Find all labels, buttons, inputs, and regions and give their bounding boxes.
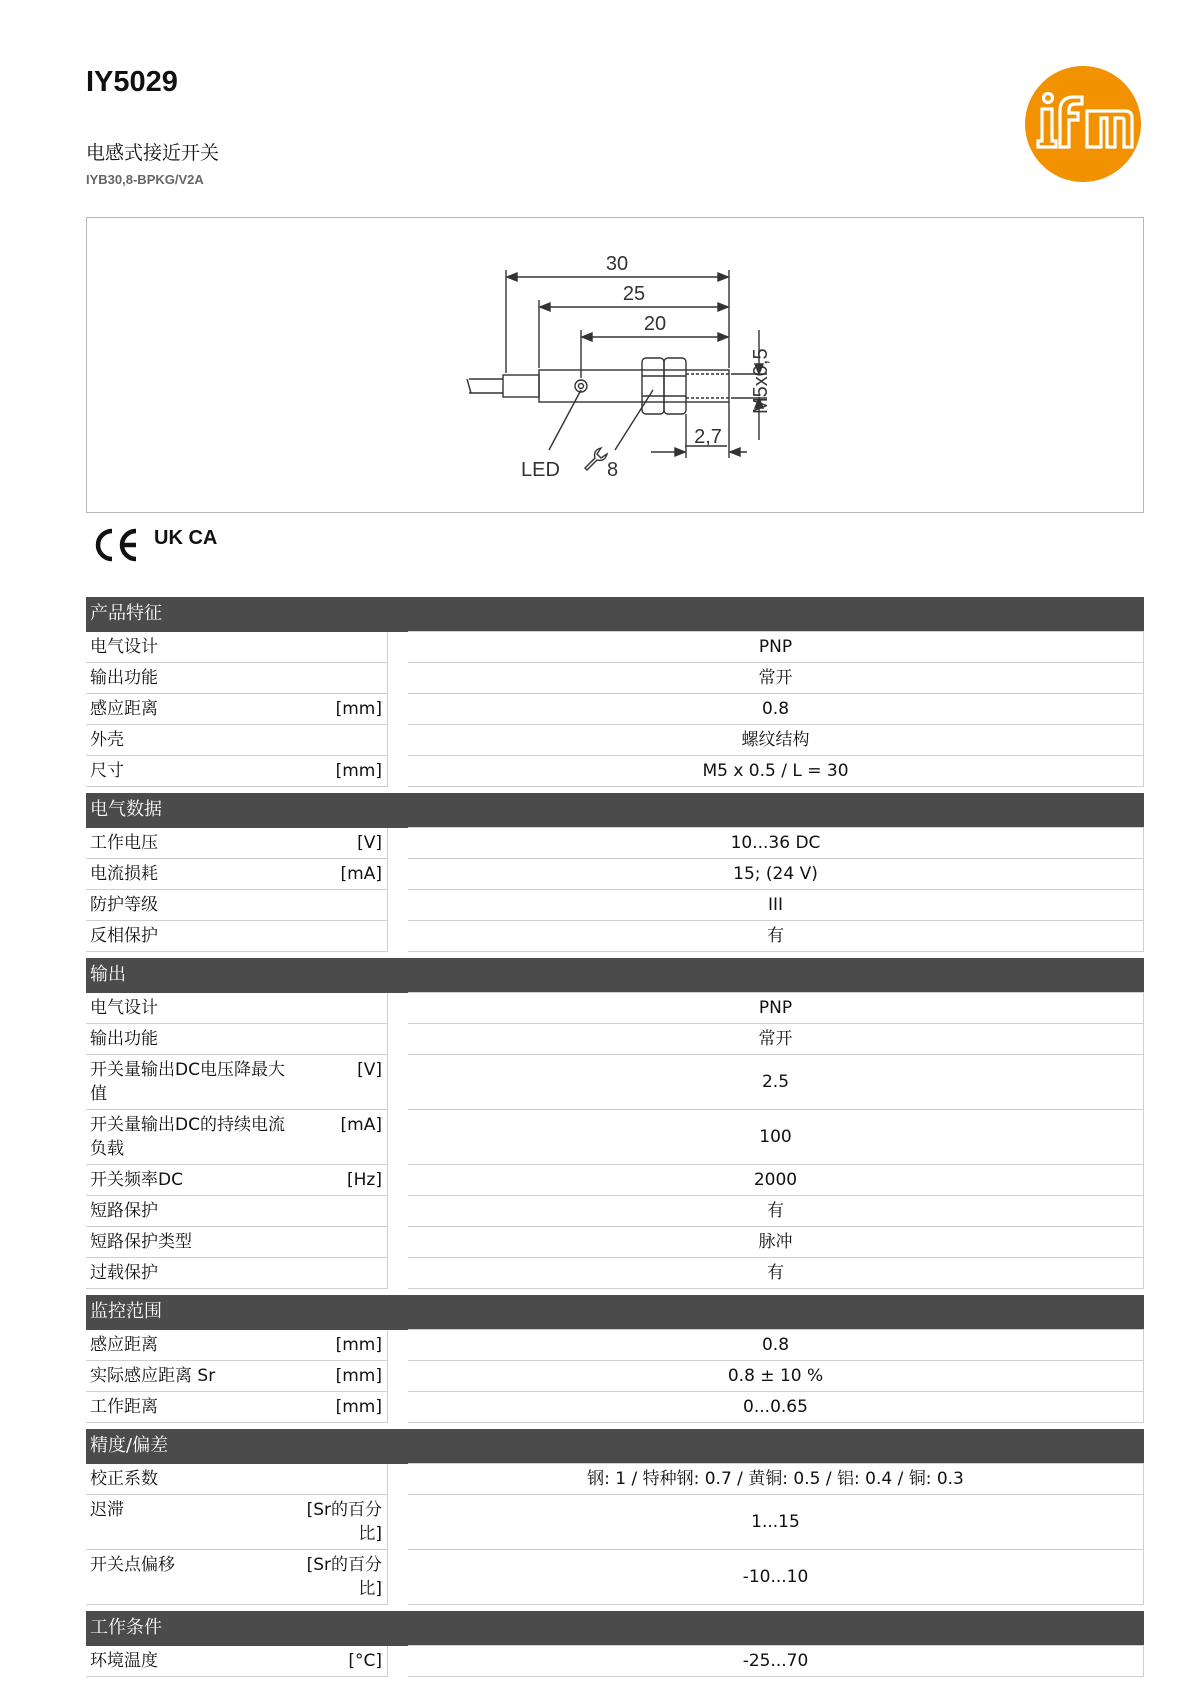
spec-unit bbox=[298, 1227, 388, 1258]
spec-row bbox=[86, 1330, 1144, 1361]
spec-row bbox=[86, 1392, 1144, 1423]
spec-value: 有 bbox=[408, 921, 1144, 952]
spec-row bbox=[86, 1258, 1144, 1289]
spec-label: 开关量输出DC的持续电流负载 bbox=[86, 1110, 298, 1165]
spec-value: -10...10 bbox=[408, 1550, 1144, 1605]
spacer bbox=[388, 1495, 409, 1550]
spec-unit: [mm] bbox=[298, 1361, 388, 1392]
spacer bbox=[388, 859, 409, 890]
ce-text: CE bbox=[90, 522, 92, 523]
spec-unit: [mm] bbox=[298, 1330, 388, 1361]
spacer bbox=[388, 1330, 409, 1361]
spec-unit bbox=[298, 1196, 388, 1227]
spec-label: 实际感应距离 Sr bbox=[86, 1361, 298, 1392]
spec-unit: [Hz] bbox=[298, 1165, 388, 1196]
spec-row bbox=[86, 828, 1144, 859]
spacer bbox=[388, 725, 409, 756]
spacer bbox=[388, 1227, 409, 1258]
spec-label: 校正系数 bbox=[86, 1464, 298, 1495]
spec-value: 钢: 1 / 特种钢: 0.7 / 黄铜: 0.5 / 铝: 0.4 / 铜: 0.3 bbox=[408, 1464, 1144, 1495]
spec-value: M5 x 0.5 / L = 30 bbox=[408, 756, 1144, 787]
spec-label: 电流损耗 bbox=[86, 859, 298, 890]
spec-row bbox=[86, 1024, 1144, 1055]
dim-thread: M5x0,5 bbox=[750, 348, 772, 414]
spec-label: 工作电压 bbox=[86, 828, 298, 859]
spacer bbox=[388, 1646, 409, 1677]
spec-label: 短路保护类型 bbox=[86, 1227, 298, 1258]
spec-unit: [mm] bbox=[298, 1392, 388, 1423]
spec-label: 电气设计 bbox=[86, 632, 298, 663]
spec-value: 常开 bbox=[408, 663, 1144, 694]
section-header: 监控范围 bbox=[86, 1295, 1144, 1330]
spacer bbox=[388, 663, 409, 694]
spec-label: 输出功能 bbox=[86, 1024, 298, 1055]
spec-label: 环境温度 bbox=[86, 1646, 298, 1677]
spec-row bbox=[86, 756, 1144, 787]
spacer bbox=[388, 1361, 409, 1392]
spec-unit bbox=[298, 1464, 388, 1495]
wrench-size: 8 bbox=[607, 459, 619, 481]
spec-value: 0.8 bbox=[408, 1330, 1144, 1361]
spec-label: 外壳 bbox=[86, 725, 298, 756]
spec-label: 电气设计 bbox=[86, 993, 298, 1024]
spec-unit bbox=[298, 1258, 388, 1289]
dim-2-7: 2,7 bbox=[694, 426, 722, 448]
section-header: 输出 bbox=[86, 958, 1144, 993]
spacer bbox=[388, 890, 409, 921]
spec-value: III bbox=[408, 890, 1144, 921]
spacer bbox=[388, 1550, 409, 1605]
spec-row bbox=[86, 1550, 1144, 1605]
ukca-mark-icon bbox=[154, 527, 217, 549]
logo-text: ifm bbox=[1082, 177, 1084, 178]
spec-row bbox=[86, 1361, 1144, 1392]
spec-unit: [mm] bbox=[298, 756, 388, 787]
spec-value: 2000 bbox=[408, 1165, 1144, 1196]
spec-unit: [°C] bbox=[298, 1646, 388, 1677]
ce-mark-icon bbox=[98, 531, 136, 559]
spec-label: 感应距离 bbox=[86, 1330, 298, 1361]
spacer bbox=[388, 993, 409, 1024]
spec-value: PNP bbox=[408, 632, 1144, 663]
spec-unit: [Sr的百分比] bbox=[298, 1550, 388, 1605]
spec-unit: [mm] bbox=[298, 694, 388, 725]
wrench-icon bbox=[585, 448, 607, 470]
spec-value: 螺纹结构 bbox=[408, 725, 1144, 756]
spec-label: 输出功能 bbox=[86, 663, 298, 694]
spacer bbox=[388, 921, 409, 952]
spacer bbox=[388, 828, 409, 859]
spec-unit bbox=[298, 725, 388, 756]
spacer bbox=[388, 694, 409, 725]
spec-unit: [mA] bbox=[298, 1110, 388, 1165]
dimension-drawing bbox=[86, 217, 1144, 513]
spacer bbox=[388, 1165, 409, 1196]
spec-label: 反相保护 bbox=[86, 921, 298, 952]
spec-value: 0.8 bbox=[408, 694, 1144, 725]
spacer bbox=[388, 1464, 409, 1495]
spec-row bbox=[86, 1055, 1144, 1110]
spec-row bbox=[86, 1495, 1144, 1550]
spec-row bbox=[86, 1165, 1144, 1196]
spec-label: 尺寸 bbox=[86, 756, 298, 787]
spec-row bbox=[86, 725, 1144, 756]
spacer bbox=[388, 1110, 409, 1165]
spec-unit: [mA] bbox=[298, 859, 388, 890]
spec-label: 感应距离 bbox=[86, 694, 298, 725]
spacer bbox=[388, 1392, 409, 1423]
svg-text:UK CA: UK CA bbox=[154, 527, 218, 549]
spec-value: 有 bbox=[408, 1196, 1144, 1227]
spec-value: 10...36 DC bbox=[408, 828, 1144, 859]
spec-row bbox=[86, 694, 1144, 725]
spec-label: 短路保护 bbox=[86, 1196, 298, 1227]
product-code: IYB30,8-BPKG/V2A bbox=[86, 172, 204, 187]
dim-20: 20 bbox=[643, 313, 667, 335]
spacer bbox=[388, 756, 409, 787]
spec-row bbox=[86, 1227, 1144, 1258]
spec-row bbox=[86, 993, 1144, 1024]
spec-label: 开关点偏移 bbox=[86, 1550, 298, 1605]
section-header: 电气数据 bbox=[86, 793, 1144, 828]
section-header: 产品特征 bbox=[86, 597, 1144, 632]
certification-marks bbox=[90, 522, 218, 572]
spacer bbox=[388, 1024, 409, 1055]
spec-row bbox=[86, 1196, 1144, 1227]
spec-unit bbox=[298, 890, 388, 921]
spec-unit bbox=[298, 993, 388, 1024]
spec-row bbox=[86, 890, 1144, 921]
section-header: 工作条件 bbox=[86, 1611, 1144, 1646]
spec-value: 有 bbox=[408, 1258, 1144, 1289]
spec-value: 脉冲 bbox=[408, 1227, 1144, 1258]
product-title: IY5029 bbox=[86, 66, 178, 98]
dim-25: 25 bbox=[622, 283, 646, 305]
spec-row bbox=[86, 859, 1144, 890]
spec-unit bbox=[298, 663, 388, 694]
spec-label: 工作距离 bbox=[86, 1392, 298, 1423]
spec-label: 开关量输出DC电压降最大值 bbox=[86, 1055, 298, 1110]
spec-value: 0...0.65 bbox=[408, 1392, 1144, 1423]
spec-label: 过载保护 bbox=[86, 1258, 298, 1289]
spacer bbox=[388, 1196, 409, 1227]
spec-row bbox=[86, 632, 1144, 663]
spec-row bbox=[86, 663, 1144, 694]
spec-unit bbox=[298, 632, 388, 663]
spec-unit bbox=[298, 1024, 388, 1055]
spec-table bbox=[86, 597, 1144, 1677]
spec-value: 0.8 ± 10 % bbox=[408, 1361, 1144, 1392]
spec-value: 2.5 bbox=[408, 1055, 1144, 1110]
spec-value: PNP bbox=[408, 993, 1144, 1024]
spec-value: 常开 bbox=[408, 1024, 1144, 1055]
spec-label: 开关频率DC bbox=[86, 1165, 298, 1196]
spec-row bbox=[86, 1646, 1144, 1677]
spec-value: 15; (24 V) bbox=[408, 859, 1144, 890]
spacer bbox=[388, 1258, 409, 1289]
section-header: 精度/偏差 bbox=[86, 1429, 1144, 1464]
product-subtitle: 电感式接近开关 bbox=[86, 142, 220, 164]
spec-label: 防护等级 bbox=[86, 890, 298, 921]
spec-value: 1...15 bbox=[408, 1495, 1144, 1550]
dim-30: 30 bbox=[605, 253, 629, 275]
spec-value: 100 bbox=[408, 1110, 1144, 1165]
spec-row bbox=[86, 921, 1144, 952]
ifm-logo bbox=[1024, 65, 1142, 183]
spec-unit bbox=[298, 921, 388, 952]
spacer bbox=[388, 1055, 409, 1110]
spec-label: 迟滞 bbox=[86, 1495, 298, 1550]
spec-unit: [V] bbox=[298, 1055, 388, 1110]
spacer bbox=[388, 632, 409, 663]
spec-unit: [Sr的百分比] bbox=[298, 1495, 388, 1550]
led-label: LED bbox=[521, 459, 560, 481]
spec-unit: [V] bbox=[298, 828, 388, 859]
spec-value: -25...70 bbox=[408, 1646, 1144, 1677]
spec-row bbox=[86, 1464, 1144, 1495]
spec-row bbox=[86, 1110, 1144, 1165]
